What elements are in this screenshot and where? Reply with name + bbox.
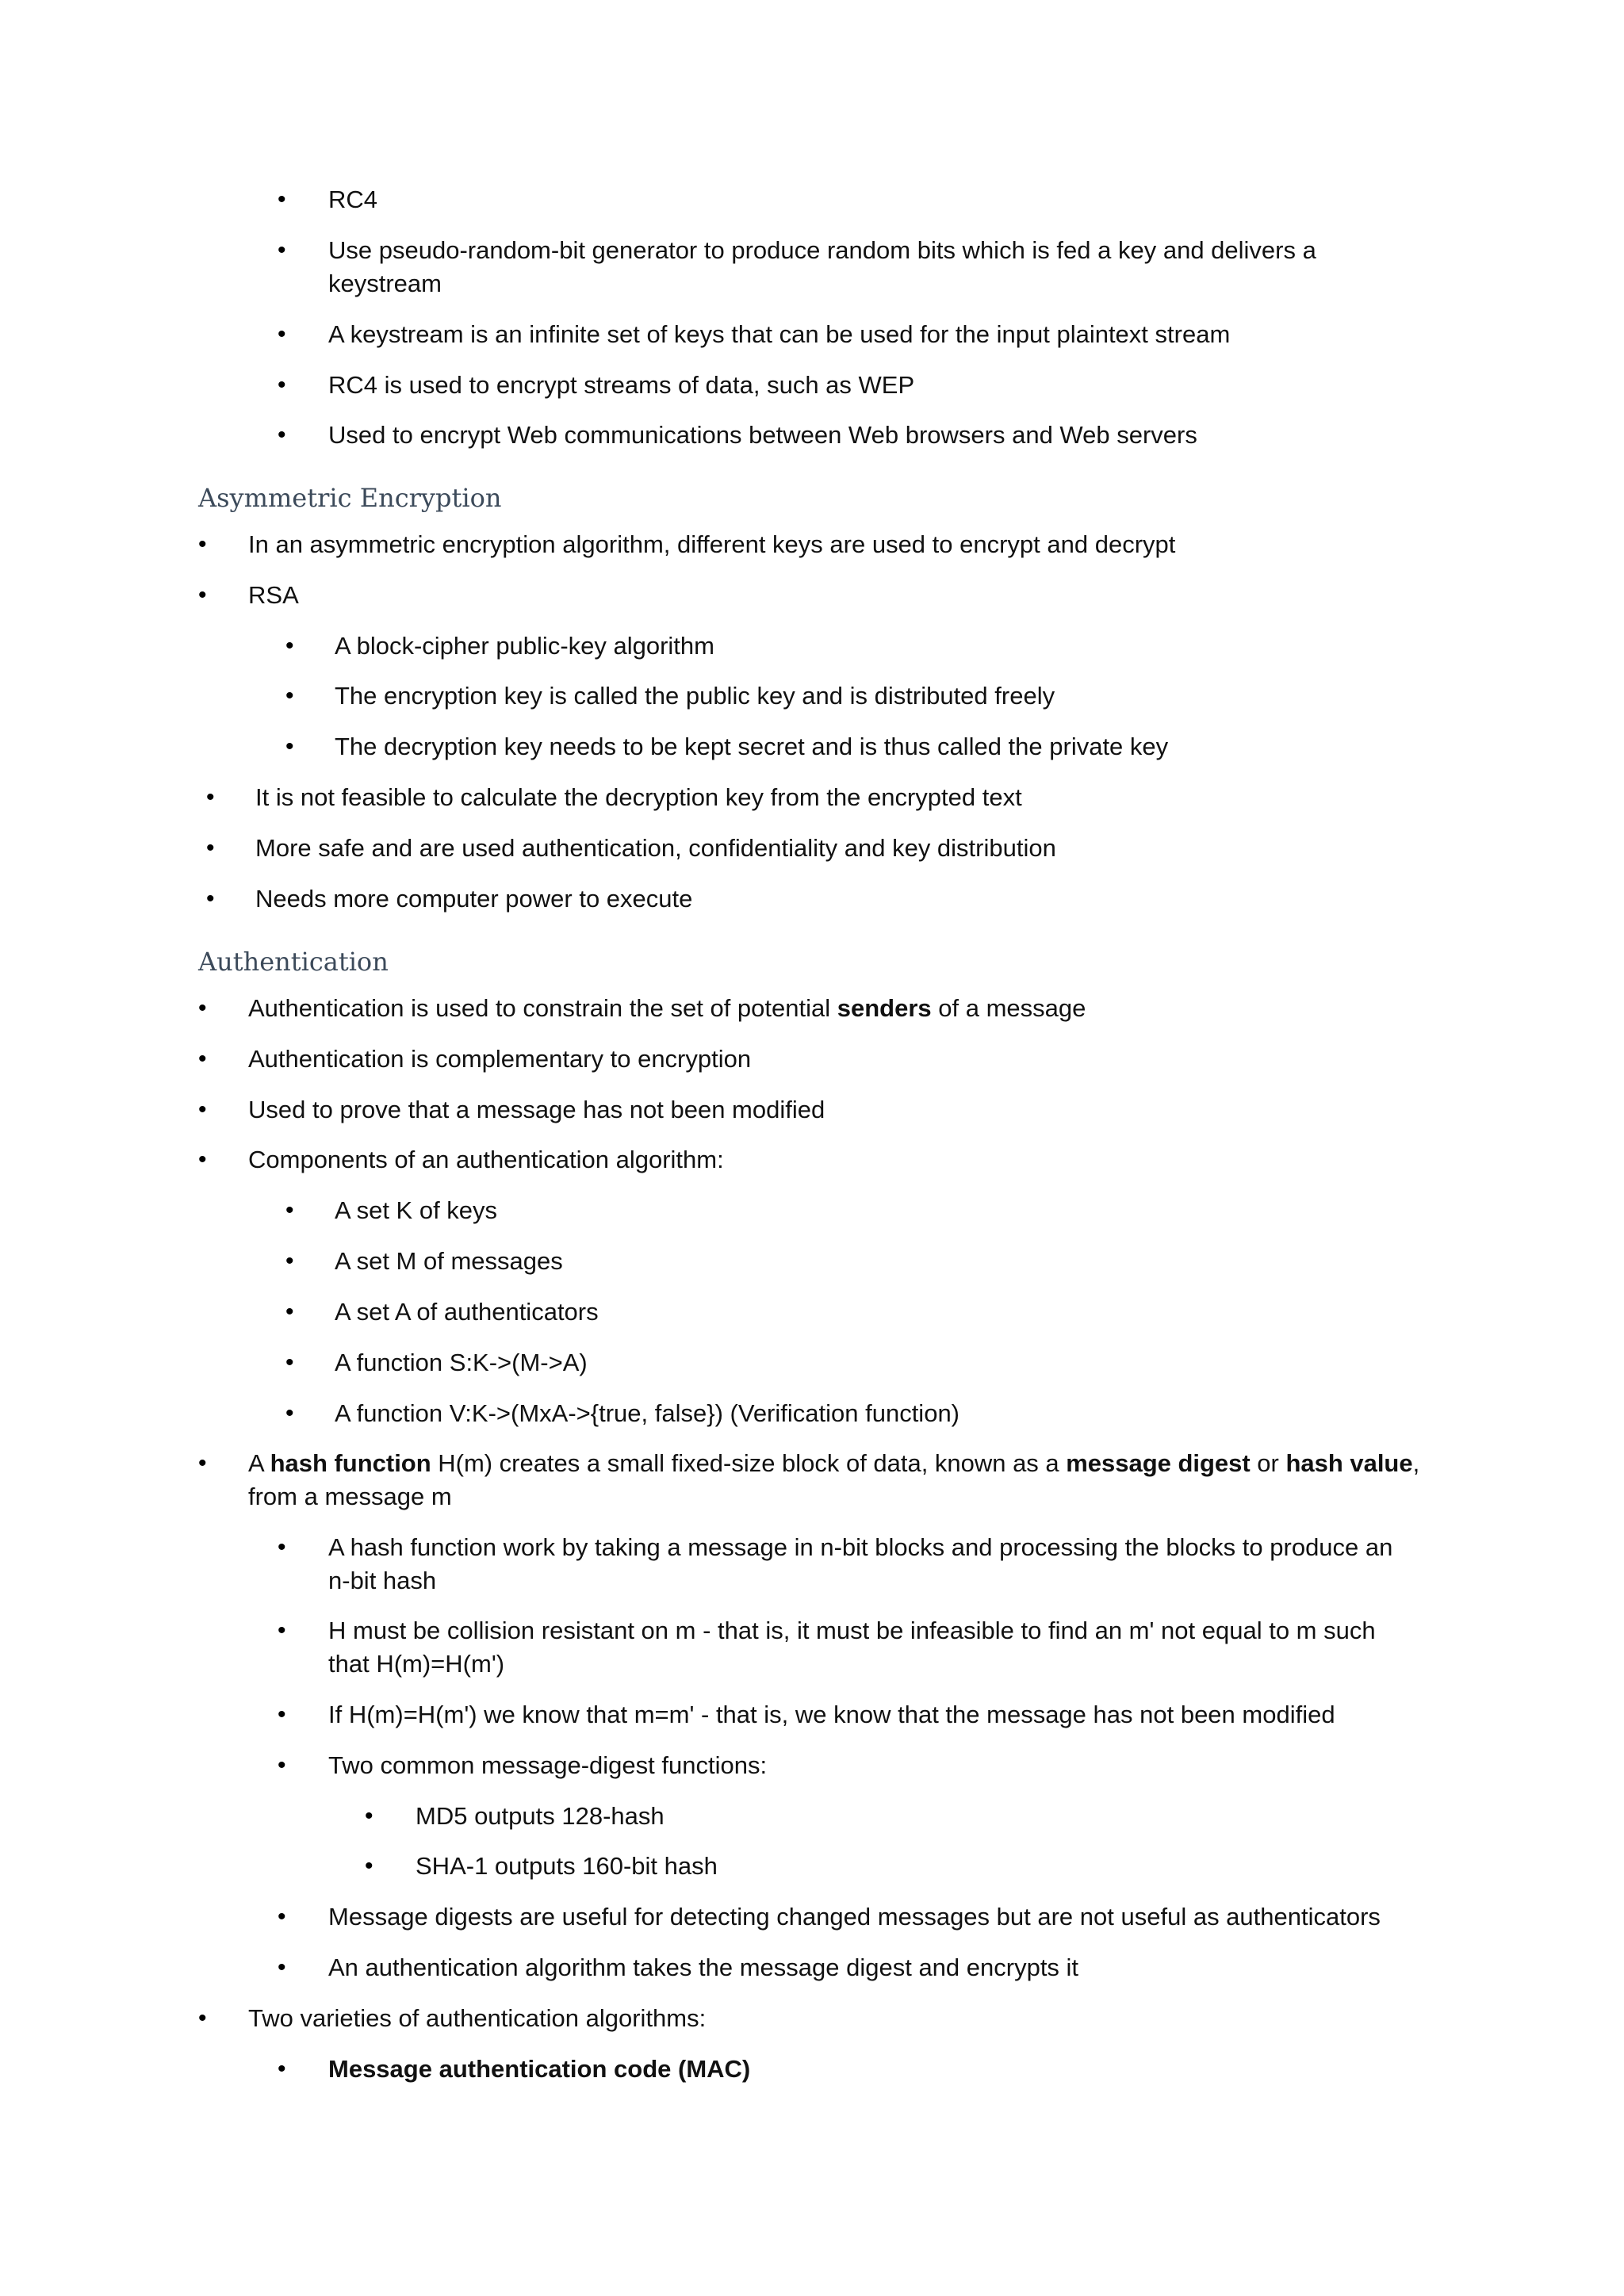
list-item: [328, 183, 377, 216]
list-item-text: from a message m: [248, 1483, 452, 1510]
list-item: [248, 528, 1175, 561]
list-item: [416, 1850, 718, 1883]
list-item-text: ,: [1412, 1449, 1420, 1477]
bullet-icon: •: [278, 186, 286, 212]
list-item: [248, 1447, 1419, 1480]
list-item: [335, 1397, 959, 1430]
list-item-text: H(m) creates a small fixed-size block of data, known as a: [431, 1449, 1067, 1477]
list-item: [335, 1346, 588, 1380]
list-item: [328, 1900, 1381, 1934]
list-item-continuation: [328, 1564, 436, 1598]
list-item-text: RC4 is used to encrypt streams of data, such as WEP: [328, 371, 915, 399]
bullet-icon: •: [278, 1954, 286, 1980]
list-item-text: Two common message-digest functions:: [328, 1751, 768, 1779]
list-item: [335, 629, 714, 663]
list-item: [416, 1800, 665, 1833]
list-item: [328, 318, 1230, 351]
bullet-icon: •: [198, 1450, 207, 1476]
list-item: [328, 1614, 1376, 1647]
bullet-icon: •: [278, 1752, 286, 1778]
bullet-icon: •: [198, 531, 207, 557]
list-item-text: More safe and are used authentication, confidentiality and key distribution: [255, 834, 1056, 862]
list-item-text: A set A of authenticators: [335, 1298, 599, 1326]
list-item: [335, 1245, 563, 1278]
list-item-text: A hash function work by taking a message in n-bit blocks and processing the blocks to produce an: [328, 1533, 1393, 1561]
list-item-text: n-bit hash: [328, 1567, 437, 1594]
list-item: [328, 234, 1316, 267]
bold-term: hash value: [1285, 1449, 1413, 1477]
list-item-text: Message digests are useful for detecting changed messages but are not useful as authenticators: [328, 1903, 1381, 1931]
bullet-icon: •: [278, 237, 286, 263]
list-item: [248, 1043, 751, 1076]
bullet-icon: •: [285, 1349, 294, 1376]
bullet-icon: •: [198, 1146, 207, 1173]
list-item-text: In an asymmetric encryption algorithm, different keys are used to encrypt and decrypt: [248, 530, 1176, 558]
bullet-icon: •: [198, 995, 207, 1021]
list-item-text: H must be collision resistant on m - that is, it must be infeasible to find an m' not equal to m such: [328, 1617, 1376, 1644]
bold-term: hash function: [270, 1449, 431, 1477]
bullet-icon: •: [285, 1299, 294, 1325]
bullet-icon: •: [365, 1853, 373, 1879]
list-item-text: An authentication algorithm takes the message digest and encrypts it: [328, 1954, 1079, 1981]
list-item-continuation: [328, 267, 442, 300]
list-item-text: A function V:K->(MxA->{true, false}) (Verification function): [335, 1399, 960, 1427]
bullet-icon: •: [278, 2056, 286, 2082]
list-item-text: Two varieties of authentication algorithms:: [248, 2004, 707, 2032]
list-item-text: Authentication is used to constrain the set of potential: [248, 994, 837, 1022]
list-item: [248, 579, 299, 612]
list-item-text: If H(m)=H(m') we know that m=m' - that is, we know that the message has not been modified: [328, 1701, 1335, 1728]
list-item-text: RSA: [248, 581, 299, 609]
list-item-text: or: [1250, 1449, 1286, 1477]
list-item: [248, 1093, 825, 1127]
bullet-icon: •: [198, 582, 207, 608]
bullet-icon: •: [285, 683, 294, 709]
bullet-icon: •: [278, 372, 286, 398]
section-heading: [198, 945, 389, 978]
bullet-icon: •: [285, 733, 294, 760]
bullet-icon: •: [278, 1904, 286, 1930]
bold-term: message digest: [1066, 1449, 1251, 1477]
heading-text: Asymmetric Encryption: [198, 483, 502, 513]
list-item-text: that H(m)=H(m'): [328, 1650, 505, 1678]
list-item-text: A set M of messages: [335, 1247, 563, 1275]
list-item-text: Components of an authentication algorithm:: [248, 1146, 724, 1173]
list-item-text: of a message: [931, 994, 1086, 1022]
list-item-text: A keystream is an infinite set of keys that can be used for the input plaintext stream: [328, 320, 1231, 348]
list-item-text: A block-cipher public-key algorithm: [335, 632, 714, 660]
list-item: [328, 1951, 1078, 1984]
bullet-icon: •: [198, 2005, 207, 2031]
list-item: [328, 1698, 1335, 1732]
list-item-text: Used to prove that a message has not been modified: [248, 1096, 825, 1123]
bullet-icon: •: [198, 1096, 207, 1123]
list-item-text: keystream: [328, 270, 442, 297]
list-item: [255, 882, 692, 916]
list-item: [255, 781, 1022, 814]
list-item: [335, 679, 1055, 713]
list-item: [328, 369, 914, 402]
list-item-text: The decryption key needs to be kept secret and is thus called the private key: [335, 733, 1169, 760]
bullet-icon: •: [278, 1701, 286, 1728]
bullet-icon: •: [198, 1046, 207, 1072]
bullet-icon: •: [365, 1803, 373, 1829]
list-item-text: A set K of keys: [335, 1196, 498, 1224]
bullet-icon: •: [285, 1248, 294, 1274]
list-item: [335, 1295, 599, 1329]
list-item-text: RC4: [328, 186, 378, 213]
list-item-continuation: [328, 1647, 504, 1681]
bullet-icon: •: [278, 321, 286, 347]
list-item: [335, 1194, 497, 1227]
bullet-icon: •: [285, 1197, 294, 1223]
bullet-icon: •: [206, 835, 215, 861]
list-item-text: Authentication is complementary to encryption: [248, 1045, 752, 1073]
list-item-continuation: [248, 1480, 452, 1513]
bullet-icon: •: [278, 1534, 286, 1560]
list-item: [255, 832, 1056, 865]
list-item-text: The encryption key is called the public key and is distributed freely: [335, 682, 1055, 710]
bullet-icon: •: [285, 1400, 294, 1426]
bullet-icon: •: [285, 633, 294, 659]
bold-term: Message authentication code (MAC): [328, 2055, 751, 2083]
list-item-text: A: [248, 1449, 270, 1477]
bullet-icon: •: [206, 886, 215, 912]
bullet-icon: •: [278, 422, 286, 448]
list-item: [248, 2002, 706, 2035]
list-item: [248, 992, 1086, 1025]
list-item: [328, 2053, 750, 2086]
list-item: [328, 419, 1197, 452]
list-item: [328, 1749, 767, 1782]
bold-term: senders: [837, 994, 932, 1022]
heading-text: Authentication: [198, 947, 389, 977]
list-item-text: A function S:K->(M->A): [335, 1349, 588, 1376]
bullet-icon: •: [278, 1617, 286, 1644]
list-item: [335, 730, 1168, 763]
bullet-icon: •: [206, 784, 215, 810]
list-item: [248, 1143, 724, 1177]
list-item: [328, 1531, 1392, 1564]
section-heading: [198, 481, 501, 515]
list-item-text: It is not feasible to calculate the decryption key from the encrypted text: [255, 783, 1022, 811]
list-item-text: Needs more computer power to execute: [255, 885, 693, 913]
list-item-text: Used to encrypt Web communications between Web browsers and Web servers: [328, 421, 1197, 449]
list-item-text: SHA-1 outputs 160-bit hash: [416, 1852, 718, 1880]
list-item-text: MD5 outputs 128-hash: [416, 1802, 665, 1830]
list-item-text: Use pseudo-random-bit generator to produce random bits which is fed a key and delivers a: [328, 236, 1316, 264]
